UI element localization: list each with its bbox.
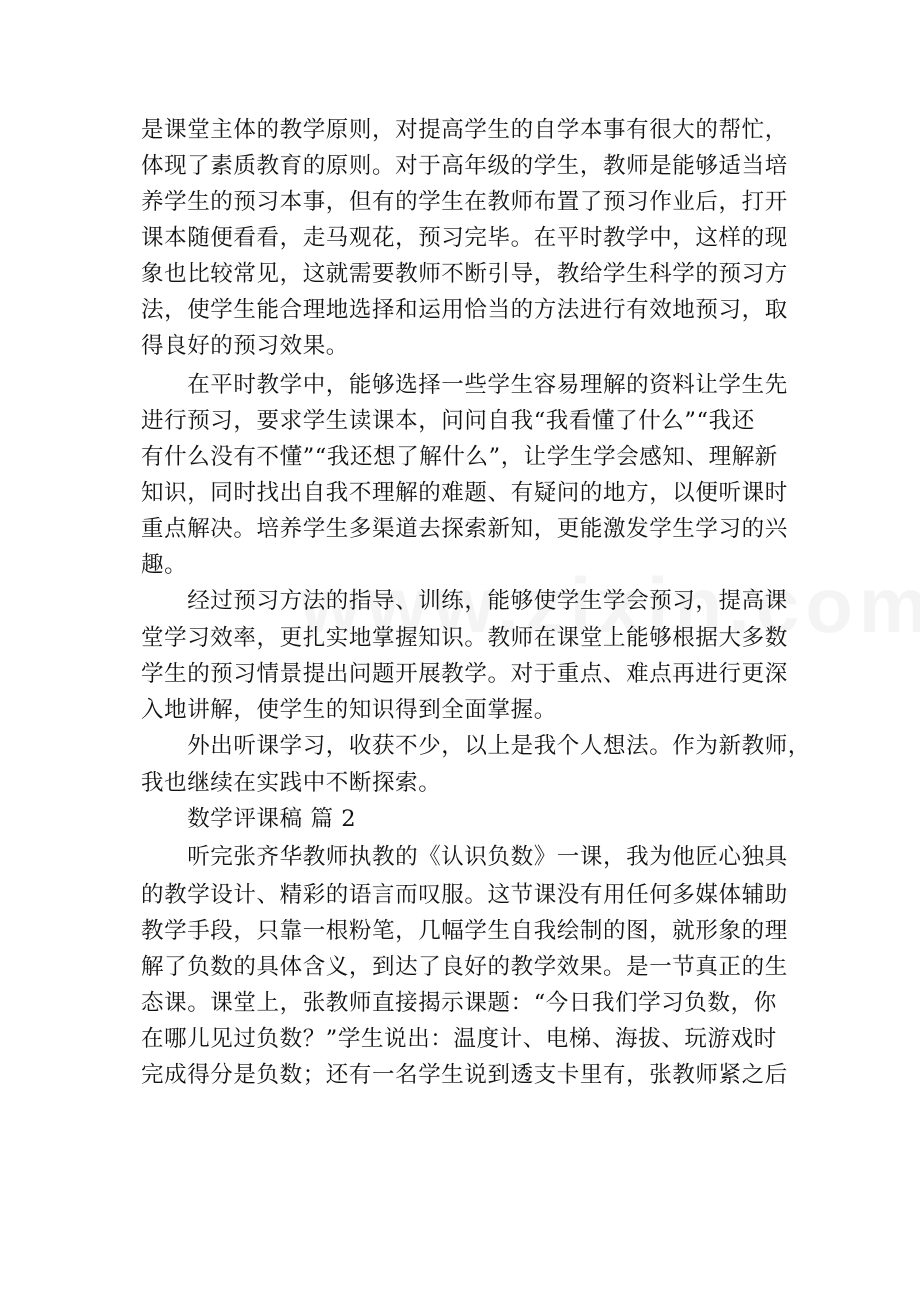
text-line: 解了负数的具体含义，到达了良好的教学效果。是一节真正的生 xyxy=(141,954,788,980)
text-line: 教学手段，只靠一根粉笔，几幅学生自我绘制的图，就形象的理 xyxy=(141,918,788,944)
text-line xyxy=(141,1129,791,1165)
text-line: 体现了素质教育的原则。对于高年级的学生，教师是能够适当培 xyxy=(141,153,788,179)
text-line: 数学评课稿 篇 2 xyxy=(141,806,357,832)
text-line: 养学生的预习本事，但有的学生在教师布置了预习作业后，打开 xyxy=(141,189,788,215)
text-line: 法，使学生能合理地选择和运用恰当的方法进行有效地预习，取 xyxy=(141,297,788,323)
text-line: 进行预习，要求学生读课本，问问自我“我看懂了什么”“我还 xyxy=(141,408,755,434)
text-line: 是课堂主体的教学原则，对提高学生的自学本事有很大的帮忙， xyxy=(141,117,788,143)
text-line: 知识，同时找出自我不理解的难题、有疑问的地方，以便听课时 xyxy=(141,480,788,506)
text-line: 入地讲解，使学生的知识得到全面掌握。 xyxy=(141,697,557,723)
text-line: 在平时教学中，能够选择一些学生容易理解的资料让学生先 xyxy=(141,372,788,398)
text-line: 重点解决。培养学生多渠道去探索新知，更能激发学生学习的兴 xyxy=(141,516,788,542)
text-line: 堂学习效率，更扎实地掌握知识。教师在课堂上能够根据大多数 xyxy=(141,625,788,651)
text-line: 在哪儿见过负数？”学生说出：温度计、电梯、海拔、玩游戏时 xyxy=(141,1026,777,1052)
section-heading: 听完张齐华教师执教的《认识负数》一课，我为他匠心独具 xyxy=(141,844,788,870)
text-line: 象也比较常见，这就需要教师不断引导，教给学生科学的预习方 xyxy=(141,261,788,287)
text-line: 的教学设计、精彩的语言而叹服。这节课没有用任何多媒体辅助 xyxy=(141,882,788,908)
text-line: 课本随便看看，走马观花，预习完毕。在平时教学中，这样的现 xyxy=(141,225,788,251)
text-line: 我也继续在实践中不断探索。 xyxy=(141,770,442,796)
text-line: 外出听课学习，收获不少，以上是我个人想法。作为新教师， xyxy=(141,733,811,759)
text-line: 学生的预习情景提出问题开展教学。对于重点、难点再进行更深 xyxy=(141,661,788,687)
text-line: 得良好的预习效果。 xyxy=(141,333,349,359)
text-line xyxy=(141,1093,791,1129)
text-line: 趣。 xyxy=(141,552,188,578)
text-line: 完成得分是负数；还有一名学生说到透支卡里有，张教师紧之后 xyxy=(141,1062,788,1088)
text-line: 经过预习方法的指导、训练，能够使学生学会预习，提高课 xyxy=(141,588,788,614)
text-line: 有什么没有不懂”“我还想了解什么”，让学生学会感知、理解新 xyxy=(141,444,778,470)
text-line: 态课。课堂上，张教师直接揭示课题：“今日我们学习负数，你 xyxy=(141,990,777,1016)
